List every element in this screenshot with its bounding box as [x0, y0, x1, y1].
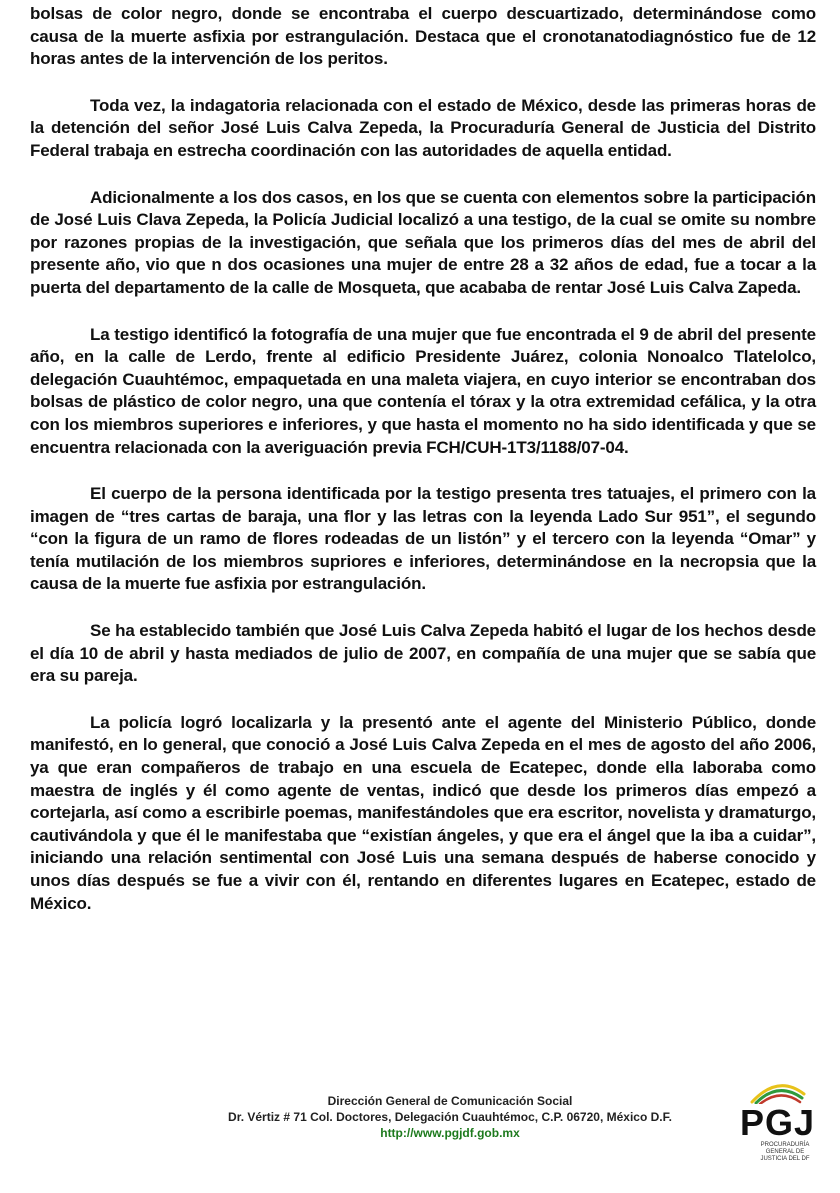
footer-department: Dirección General de Comunicación Social: [327, 1094, 573, 1108]
page-footer: [150, 1093, 750, 1141]
paragraph-5: El cuerpo de la persona identificada por la testigo presenta tres tatuajes, el primero con la imagen de “tres cartas de baraja, una flor y las letras con la leyenda Lado Sur 951”, el segundo “con la figura de un ramo de flores rodeadas de un listón” y el tercero con la leyenda “Omar” y tenía mutilación de los miembros supriores e inferiores, determinándose en la necropsia que la causa de la muerte fue asfixia por estrangulación.: [30, 484, 816, 594]
paragraph-1: bolsas de color negro, donde se encontraba el cuerpo descuartizado, determinándose como causa de la muerte asfixia por estrangulación. Destaca que el cronotanatodiagnóstico fue de 12 horas antes de la intervención de los peritos.: [30, 4, 816, 69]
paragraph-4: La testigo identificó la fotografía de una mujer que fue encontrada el 9 de abril del presente año, en la calle de Lerdo, frente al edificio Presidente Juárez, colonia Nonoalco Tlatelolco, delegación Cuauhtémoc, empaquetada en una maleta viajera, en cuyo interior se encontraban dos bolsas de plástico de color negro, una que contenía el tórax y la otra extremidad cefálica, y la otra con los miembros superiores e inferiores, y que hasta el momento no ha sido identificada y que se encuentra relacionada con la averiguación previa FCH/CUH-1T3/1188/07-04.: [30, 324, 816, 457]
paragraph-6: Se ha establecido también que José Luis Calva Zepeda habitó el lugar de los hechos desde el día 10 de abril y hasta mediados de julio de 2007, en compañía de una mujer que se sabía que era su pareja.: [30, 621, 816, 686]
pgj-logo: [730, 1078, 825, 1168]
logo-letters: PGJ: [740, 1102, 816, 1143]
footer-address: Dr. Vértiz # 71 Col. Doctores, Delegación Cuauhtémoc, C.P. 06720, México D.F.: [228, 1110, 672, 1124]
logo-arcs-icon: [748, 1078, 808, 1104]
paragraph-7: La policía logró localizarla y la presentó ante el agente del Ministerio Público, donde manifestó, en lo general, que conoció a José Luis Calva Zepeda en el mes de agosto del año 2006, ya que eran compañeros de trabajo en una escuela de Ecatepec, donde ella laboraba como maestra de inglés y él como agente de ventas, indicó que desde los primeros días empezó a cortejarla, así como a escribirle poemas, manifestándoles que era escritor, novelista y dramaturgo, cautivándola y que él le manifestaba que “existían ángeles, y que era el ángel que la iba a cuidar”, iniciando una relación sentimental con José Luis una semana después de haberse conocido y unos días después se fue a vivir con él, rentando en diferentes lugares en Ecatepec, estado de México.: [30, 712, 816, 913]
paragraph-3: Adicionalmente a los dos casos, en los que se cuenta con elementos sobre la participación de José Luis Clava Zepeda, la Policía Judicial localizó a una testigo, de la cual se omite su nombre por razones propias de la investigación, que señala que los primeros días del mes de abril del presente año, vio que n dos ocasiones una mujer de entre 28 a 32 años de edad, fue a tocar a la puerta del departamento de la calle de Mosqueta, que acababa de rentar José Luis Calva Zapeda.: [30, 187, 816, 297]
document-body: [30, 3, 816, 939]
footer-website-link[interactable]: http://www.pgjdf.gob.mx: [380, 1126, 520, 1140]
logo-subtitle: PROCURADURÍA GENERAL DE JUSTICIA DEL DF: [760, 1142, 810, 1162]
paragraph-2: Toda vez, la indagatoria relacionada con el estado de México, desde las primeras horas de la detención del señor José Luis Calva Zepeda, la Procuraduría General de Justicia del Distrito Federal trabaja en estrecha coordinación con las autoridades de aquella entidad.: [30, 95, 816, 160]
